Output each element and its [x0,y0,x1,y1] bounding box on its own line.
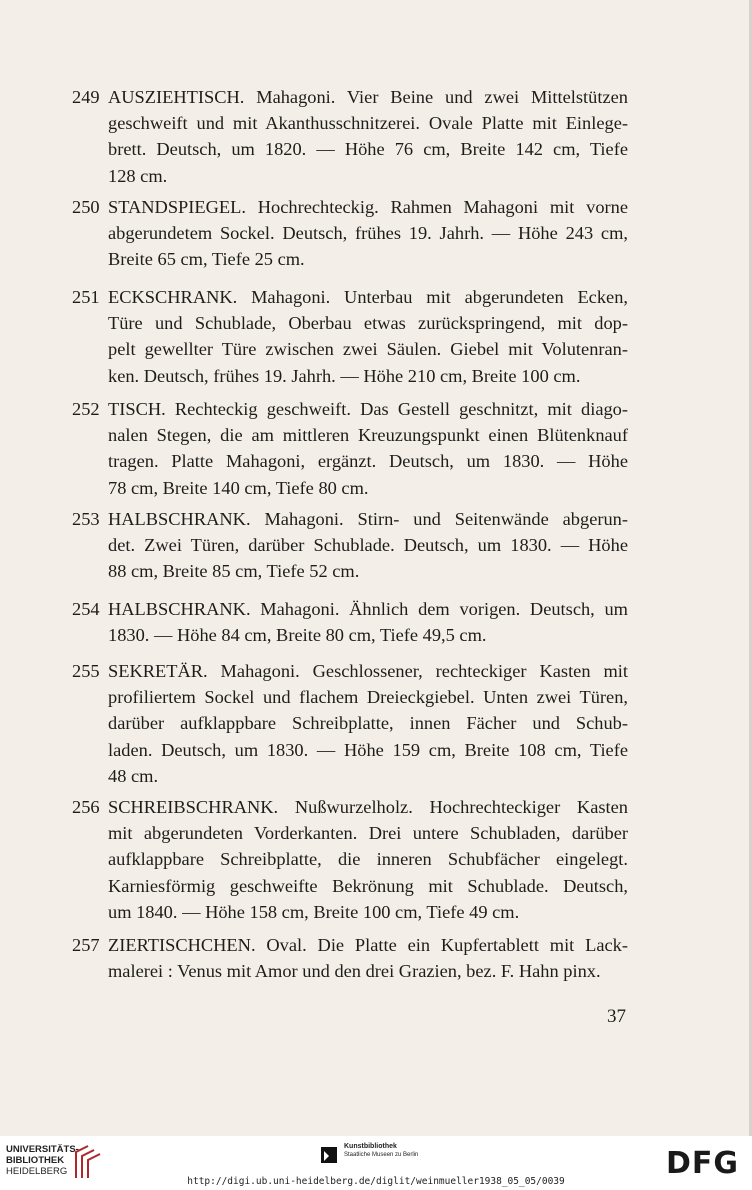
entry-line: 1830. — Höhe 84 cm, Breite 80 cm, Tiefe 49,5 cm. [108,625,487,646]
entry-text [108,658,628,789]
entry-line: mit abgerundeten Vorderkanten. Drei untere Schubladen, darüber [108,823,628,844]
page-number: 37 [607,1006,626,1027]
catalogue-entry [72,658,628,789]
kb-title: Kunstbibliothek [344,1143,397,1150]
entry-line: malerei : Venus mit Amor und den drei Grazien, bez. F. Hahn pinx. [108,961,601,982]
catalogue-entry [72,396,628,501]
entry-line: TISCH. Rechteckig geschweift. Das Gestell geschnitzt, mit diago- [108,399,628,419]
entry-line: Türe und Schublade, Oberbau etwas zurückspringend, mit dop- [108,313,628,334]
entry-line: pelt gewellter Türe zwischen zwei Säulen. Giebel mit Volutenran- [108,339,628,360]
entry-line: tragen. Platte Mahagoni, ergänzt. Deutsch, um 1830. — Höhe [108,451,628,472]
entry-number: 255 [72,661,100,681]
entry-line: 78 cm, Breite 140 cm, Tiefe 80 cm. [108,477,369,498]
entry-number: 252 [72,399,100,419]
entry-line: AUSZIEHTISCH. Mahagoni. Vier Beine und zwei Mittelstützen [108,87,628,107]
catalogue-entry [72,932,628,984]
entry-text [108,194,628,273]
kunstbibliothek-label[interactable] [344,1142,418,1160]
entry-line: abgerundetem Sockel. Deutsch, frühes 19. Jahrh. — Höhe 243 cm, [108,223,628,244]
entry-line: ECKSCHRANK. Mahagoni. Unterbau mit abgerundeten Ecken, [108,287,628,307]
entry-line: brett. Deutsch, um 1820. — Höhe 76 cm, Breite 142 cm, Tiefe [108,139,628,160]
entry-line: HALBSCHRANK. Mahagoni. Stirn- und Seitenwände abgerun- [108,509,628,529]
entry-number: 253 [72,509,100,529]
entry-line: aufklappbare Schreibplatte, die inneren Schubfächer eingelegt. [108,849,628,870]
entry-line: SCHREIBSCHRANK. Nußwurzelholz. Hochrechteckiger Kasten [108,797,628,817]
entry-line: darüber aufklappbare Schreibplatte, innen Fächer und Schub- [108,713,628,734]
entry-line: 88 cm, Breite 85 cm, Tiefe 52 cm. [108,561,360,582]
entry-line: profiliertem Sockel und flachem Dreieckgiebel. Unten zwei Türen, [108,687,628,708]
entry-line: um 1840. — Höhe 158 cm, Breite 100 cm, Tiefe 49 cm. [108,901,520,922]
entry-line: nalen Stegen, die am mittleren Kreuzungspunkt einen Blütenknauf [108,425,628,446]
entry-text [108,794,628,925]
entry-text [108,284,628,389]
entry-line: HALBSCHRANK. Mahagoni. Ähnlich dem vorigen. Deutsch, um [108,599,628,619]
kb-subtitle: Staatliche Museen zu Berlin [344,1152,419,1158]
entry-number: 257 [72,935,100,955]
entry-text [108,932,628,984]
entry-line: Breite 65 cm, Tiefe 25 cm. [108,249,305,270]
catalogue-entry [72,194,628,273]
library-line-2: BIBLIOTHEK [6,1155,65,1166]
entry-line: STANDSPIEGEL. Hochrechteckig. Rahmen Mahagoni mit vorne [108,197,628,217]
entry-line: ZIERTISCHCHEN. Oval. Die Platte ein Kupfertablett mit Lack- [108,935,628,955]
catalogue-entry [72,84,628,189]
entry-text [108,84,628,189]
entry-line: Karniesförmig geschweifte Bekrönung mit Schublade. Deutsch, [108,875,628,896]
catalogue-entry [72,596,628,648]
entry-text [108,506,628,585]
catalogue-entry [72,284,628,389]
kunstbibliothek-logo-icon[interactable] [320,1146,338,1164]
entry-text [108,596,628,648]
entry-line: laden. Deutsch, um 1830. — Höhe 159 cm, Breite 108 cm, Tiefe [108,739,628,760]
entry-number: 251 [72,287,100,307]
dfg-logo[interactable]: DFG [666,1146,740,1181]
catalogue-entry [72,794,628,925]
entry-number: 254 [72,599,100,619]
entry-line: ken. Deutsch, frühes 19. Jahrh. — Höhe 210 cm, Breite 100 cm. [108,365,581,386]
permalink-url[interactable]: http://digi.ub.uni-heidelberg.de/diglit/weinmueller1938_05_05/0039 [187,1176,565,1187]
entry-line: geschweift und mit Akanthusschnitzerei. Ovale Platte mit Einlege- [108,113,628,134]
university-library-label[interactable] [6,1144,79,1177]
entry-line: 48 cm. [108,765,159,786]
entry-number: 250 [72,197,100,217]
entry-number: 249 [72,87,100,107]
library-line-3: HEIDELBERG [6,1166,68,1177]
entry-text [108,396,628,501]
entry-line: 128 cm. [108,165,168,186]
catalogue-entry [72,506,628,585]
entry-number: 256 [72,797,100,817]
viewer-footer [0,1136,752,1190]
entry-line: SEKRETÄR. Mahagoni. Geschlossener, rechteckiger Kasten mit [108,661,628,681]
entry-line: det. Zwei Türen, darüber Schublade. Deutsch, um 1830. — Höhe [108,535,628,556]
library-line-1: UNIVERSITÄTS- [6,1144,79,1155]
